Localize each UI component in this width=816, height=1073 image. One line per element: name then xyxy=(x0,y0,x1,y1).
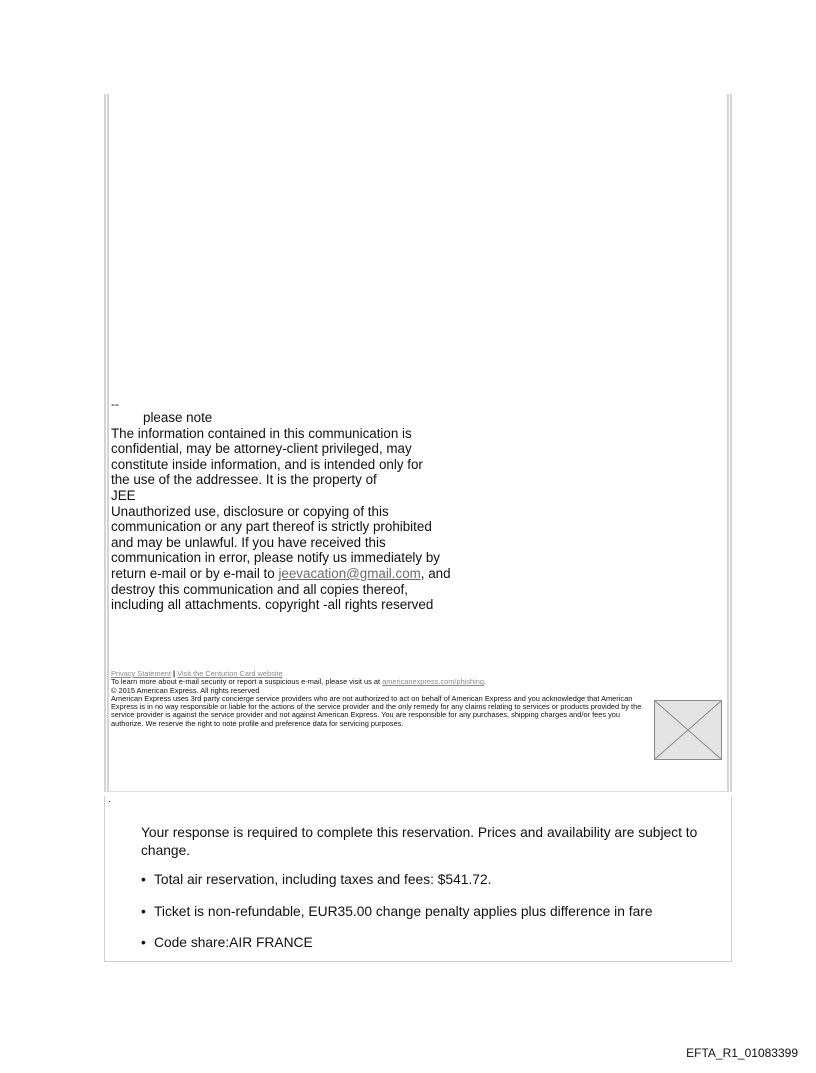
bullet-mark: • xyxy=(141,935,146,950)
reservation-item-text: Ticket is non-refundable, EUR35.00 change penalty applies plus difference in fare xyxy=(154,903,653,919)
separator-dot: . xyxy=(108,794,111,805)
security-text: To learn more about e-mail security or report a suspicious e-mail, please visit us at xyxy=(111,677,383,687)
privacy-statement-link[interactable]: Privacy Statement xyxy=(111,669,171,678)
please-note-label: please note xyxy=(143,410,213,425)
email-link[interactable]: jeevacation@gmail.com xyxy=(278,565,421,581)
notice-line: including all attachments. copyright -all rights reserved xyxy=(111,597,434,613)
confidentiality-notice xyxy=(111,398,531,613)
phishing-link[interactable]: americanexpress.com/phishing xyxy=(382,677,484,687)
bullet-mark: • xyxy=(141,872,146,887)
link-separator: | xyxy=(173,669,176,678)
security-suffix: . xyxy=(483,677,487,687)
return-suffix: , and xyxy=(420,565,451,581)
reservation-item-text: Code share:AIR FRANCE xyxy=(154,935,313,950)
reservation-item xyxy=(141,903,721,921)
notice-line: confidential, may be attorney-client privileged, may xyxy=(111,441,412,457)
broken-image-icon xyxy=(655,701,721,759)
reservation-item xyxy=(141,934,721,952)
signature-dash: -- xyxy=(111,397,119,411)
centurion-website-link[interactable]: Visit the Centurion Card website xyxy=(177,669,283,678)
reservation-item xyxy=(141,871,721,889)
notice-line: constitute inside information, and is intended only for xyxy=(111,456,423,472)
return-prefix: return e-mail or by e-mail to xyxy=(111,565,279,581)
disclaimer-text: American Express uses 3rd party concierge service providers who are not authorized to act on behalf of American Express and you acknowledge that American Express is in no way responsible or liable for the actions of the service provider and the only remedy for any claims relating to services or products provided by the service provider is against the service provider and not against American Express. You are responsible for any purchases, shipping charges and/or fees you authorize. We reserve the right to note profile and preference data for servicing purposes. xyxy=(111,693,642,728)
notice-line: communication in error, please notify us immediately by xyxy=(111,550,440,566)
reservation-list xyxy=(141,871,721,952)
document-id: EFTA_R1_01083399 xyxy=(686,1046,798,1060)
notice-line: Unauthorized use, disclosure or copying of this xyxy=(111,503,389,519)
notice-line: JEE xyxy=(111,487,136,503)
notice-line xyxy=(111,566,531,582)
notice-line: The information contained in this communication is xyxy=(111,425,412,441)
broken-image-placeholder xyxy=(654,700,722,760)
notice-line: communication or any part thereof is strictly prohibited xyxy=(111,519,432,535)
copyright-text: © 2015 American Express. All rights reserved xyxy=(111,685,260,695)
reservation-intro: Your response is required to complete this reservation. Prices and availability are subject to change. xyxy=(141,825,698,858)
reservation-item-text: Total air reservation, including taxes and fees: $541.72. xyxy=(154,872,492,887)
bullet-mark: • xyxy=(141,903,146,919)
reservation-section xyxy=(141,824,721,966)
amex-footer xyxy=(111,670,647,728)
notice-line: destroy this communication and all copies thereof, xyxy=(111,581,408,597)
notice-line: the use of the addressee. It is the property of xyxy=(111,472,377,488)
notice-line: and may be unlawful. If you have received this xyxy=(111,534,386,550)
